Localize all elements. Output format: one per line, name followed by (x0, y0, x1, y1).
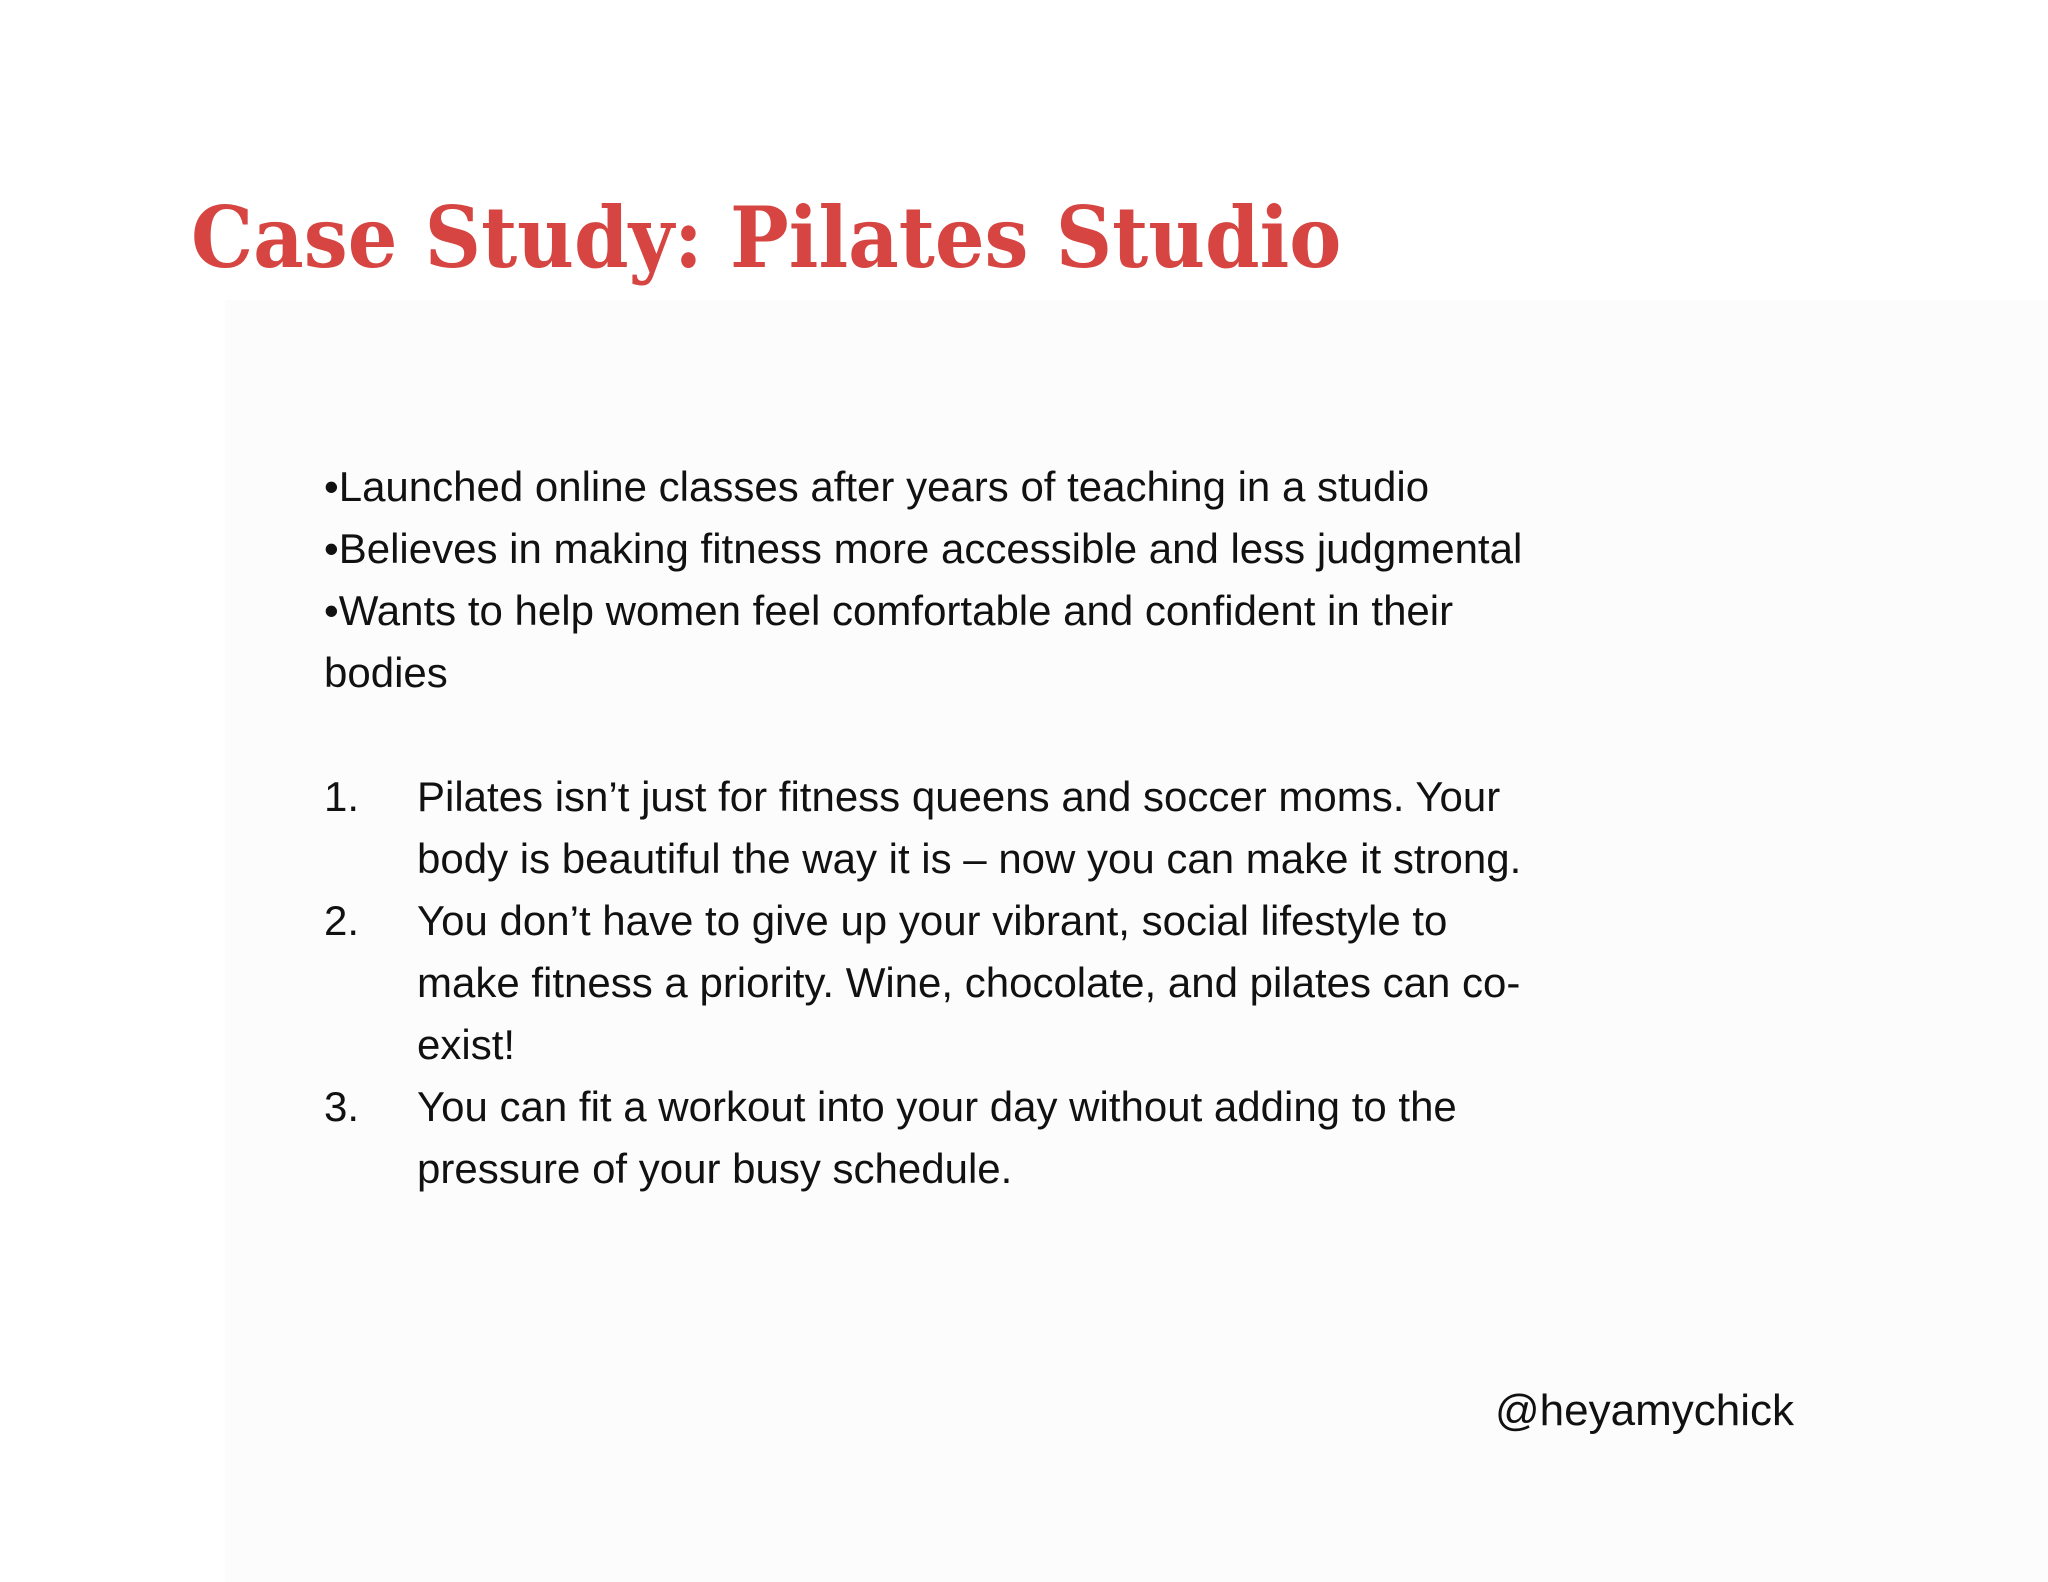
bullet-item: •Launched online classes after years of teaching in a studio (324, 463, 1430, 510)
item-text-line: body is beautiful the way it is – now you can make it strong. (417, 835, 1522, 882)
item-number: 2. (324, 897, 360, 944)
list-spacer (324, 704, 1724, 766)
bullet-item-continuation: bodies (324, 649, 448, 696)
item-text-line: make fitness a priority. Wine, chocolate, and pilates can co- (417, 959, 1521, 1006)
item-text (417, 1076, 1724, 1200)
item-text (417, 890, 1724, 1076)
item-number: 1. (324, 773, 360, 820)
slide-body (324, 456, 1724, 1200)
bullet-item: •Believes in making fitness more accessible and less judgmental (324, 525, 1523, 572)
item-number: 3. (324, 1083, 360, 1130)
numbered-item-1 (324, 766, 1724, 890)
item-text-line: pressure of your busy schedule. (417, 1145, 1013, 1192)
item-text (417, 766, 1724, 890)
item-text-line: You can fit a workout into your day without adding to the (417, 1083, 1457, 1130)
bullet-item: •Wants to help women feel comfortable and confident in their (324, 587, 1454, 634)
item-text-line: Pilates isn’t just for fitness queens and soccer moms. Your (417, 773, 1501, 820)
slide-title: Case Study: Pilates Studio (191, 188, 1342, 287)
numbered-item-2 (324, 890, 1724, 1076)
social-handle: @heyamychick (1495, 1386, 1794, 1435)
item-text-line: You don’t have to give up your vibrant, social lifestyle to (417, 897, 1448, 944)
item-text-line: exist! (417, 1021, 516, 1068)
numbered-item-3 (324, 1076, 1724, 1200)
